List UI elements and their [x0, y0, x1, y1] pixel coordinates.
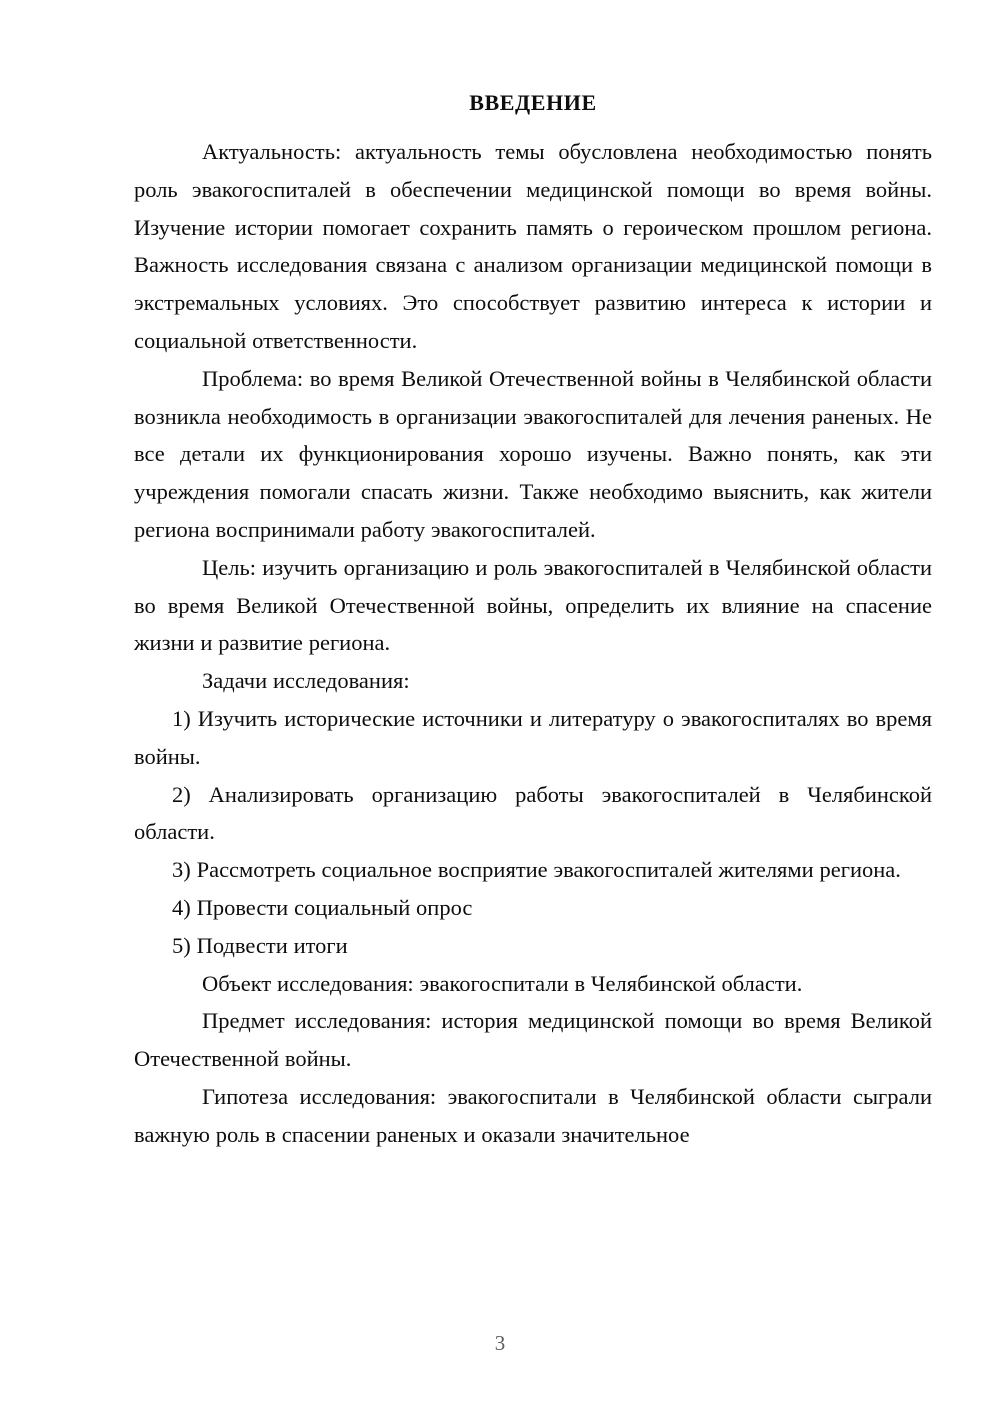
list-item-task-1: 1) Изучить исторические источники и литературу о эвакогоспиталях во время войны.	[134, 705, 932, 769]
paragraph-tasks-heading: Задачи исследования:	[202, 668, 410, 694]
list-item-task-5: 5) Подвести итоги	[172, 932, 348, 958]
paragraph-object: Объект исследования: эвакогоспитали в Челябинской области.	[202, 970, 803, 996]
paragraph-relevance: Актуальность: актуальность темы обусловлена необходимостью понять роль эвакогоспиталей в обеспечении медицинской помощи во время войны. Изучение истории помогает сохранить память о героическом прошлом региона. Важность исследования связана с анализом организации медицинской помощи в экстремальных условиях. Это способствует развитию интереса к истории и социальной ответственности.	[134, 139, 932, 353]
page-title: ВВЕДЕНИЕ	[469, 90, 597, 115]
paragraph-hypothesis: Гипотеза исследования: эвакогоспитали в Челябинской области сыграли важную роль в спасении раненых и оказали значительное	[134, 1083, 932, 1147]
document-body	[134, 86, 932, 1154]
page-number: 3	[494, 1331, 506, 1355]
paragraph-problem: Проблема: во время Великой Отечественной войны в Челябинской области возникла необходимость в организации эвакогоспиталей для лечения раненых. Не все детали их функционирования хорошо изучены. Важно понять, как эти учреждения помогали спасать жизни. Также необходимо выяснить, как жители региона воспринимали работу эвакогоспиталей.	[134, 365, 932, 542]
paragraph-subject: Предмет исследования: история медицинской помощи во время Великой Отечественной войны.	[134, 1008, 932, 1072]
paragraph-goal: Цель: изучить организацию и роль эвакогоспиталей в Челябинской области во время Великой Отечественной войны, определить их влияние на спасение жизни и развитие региона.	[134, 554, 932, 656]
list-item-task-3: 3) Рассмотреть социальное восприятие эвакогоспиталей жителями региона.	[172, 857, 901, 883]
list-item-task-4: 4) Провести социальный опрос	[172, 894, 473, 920]
list-item-task-2: 2) Анализировать организацию работы эвакогоспиталей в Челябинской области.	[134, 781, 932, 845]
